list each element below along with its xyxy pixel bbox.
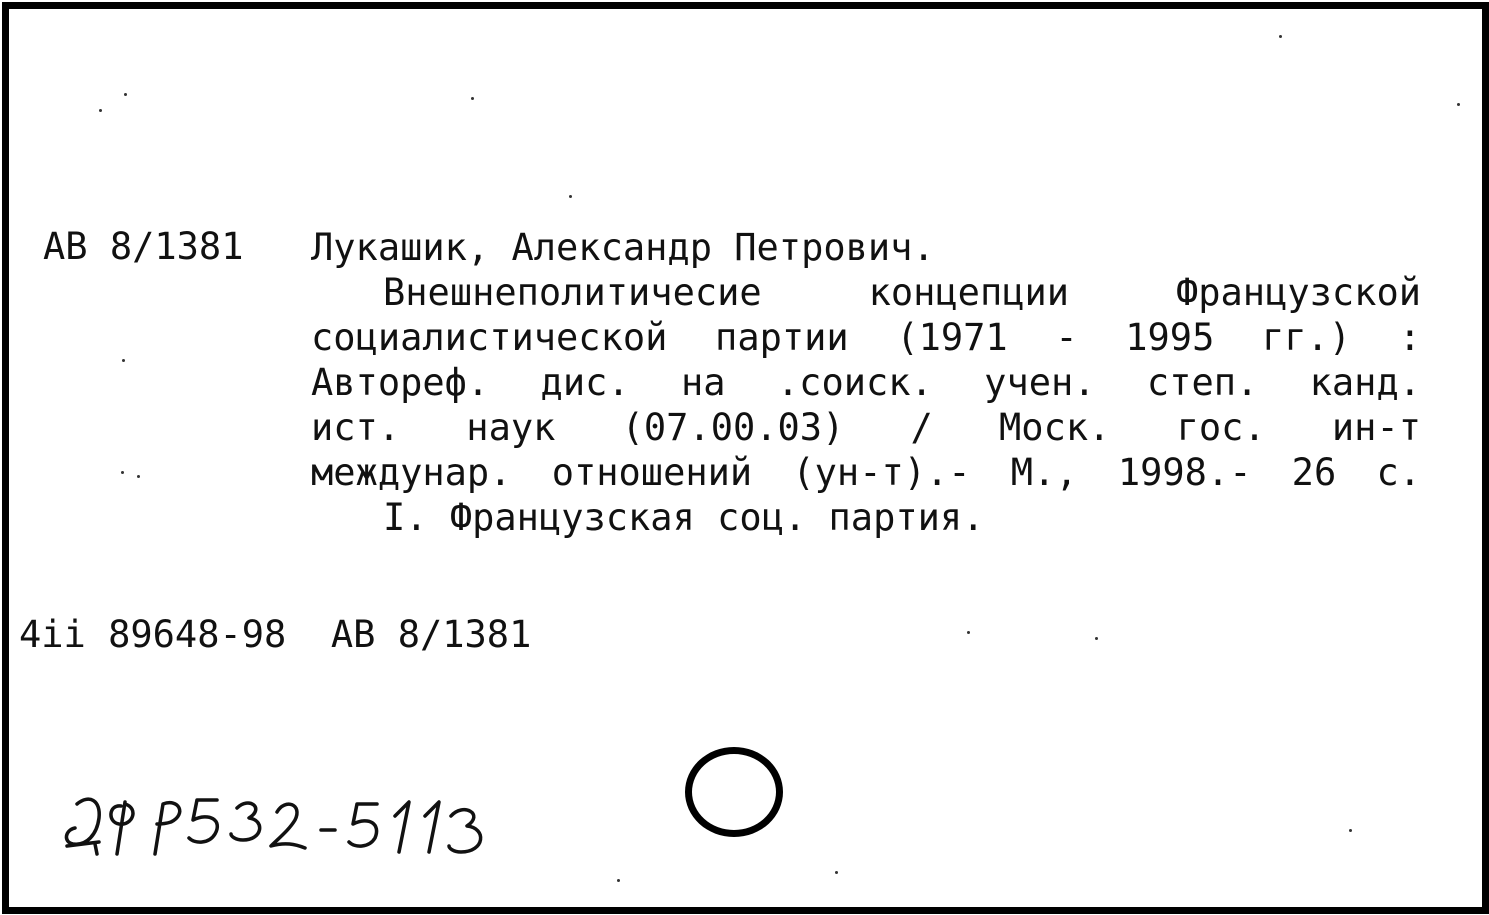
title-line-4: ист. наук (07.00.03) / Моск. гос. ин-т xyxy=(311,406,1421,449)
scan-speck xyxy=(1095,637,1098,640)
scan-speck xyxy=(137,475,140,478)
title-line-2: социалистической партии (1971 - 1995 гг.) : xyxy=(311,316,1421,359)
scan-speck xyxy=(617,879,620,882)
bibliographic-record xyxy=(311,225,1421,540)
scan-speck xyxy=(124,93,127,96)
scan-speck xyxy=(1349,829,1352,832)
scan-speck xyxy=(569,195,572,198)
title-line-5: междунар. отношений (ун-т).- М., 1998.- 26 с. xyxy=(311,451,1421,494)
handwritten-code xyxy=(59,774,529,874)
scan-speck xyxy=(1279,35,1282,38)
scan-speck xyxy=(835,871,838,874)
scan-speck xyxy=(121,471,124,474)
catalog-card xyxy=(2,2,1489,914)
scan-speck xyxy=(471,97,474,100)
subject-heading: I. Французская соц. партия. xyxy=(383,496,985,539)
scan-speck xyxy=(122,359,125,362)
inventory-number: 4ii 89648-98 АВ 8/1381 xyxy=(19,613,532,656)
title-line-1: Внешнеполитичесие концепции Французской xyxy=(383,271,1421,314)
scan-speck xyxy=(1457,103,1460,106)
title-line-3: Автореф. дис. на .соиск. учен. степ. канд. xyxy=(311,361,1421,404)
scan-speck xyxy=(967,631,970,634)
author-heading: Лукашик, Александр Петрович. xyxy=(311,226,935,269)
scan-speck xyxy=(99,109,102,112)
stamp-circle xyxy=(685,747,783,837)
shelf-mark: АВ 8/1381 xyxy=(43,225,244,268)
